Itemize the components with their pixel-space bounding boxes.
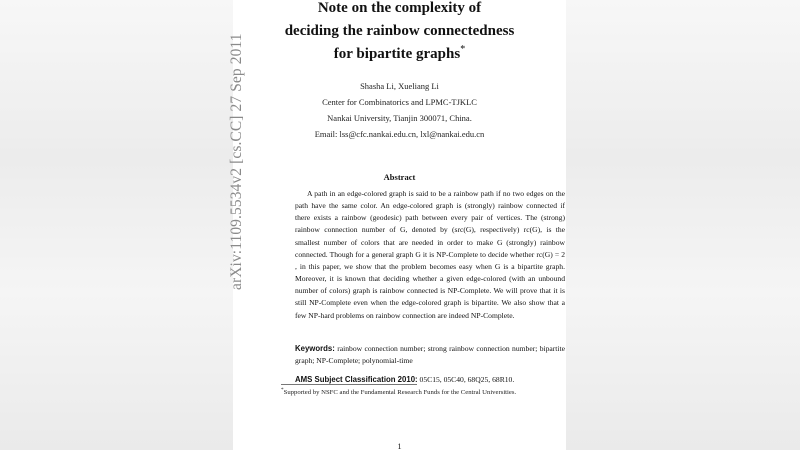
paper-title (233, 0, 566, 66)
page-number: 1 (397, 441, 402, 450)
title-line-2: deciding the rainbow connectedness (284, 23, 515, 39)
footnote-marker: * (281, 386, 284, 393)
keywords-label: Keywords: (295, 344, 335, 353)
right-background (566, 0, 800, 450)
keywords-text: rainbow connection number; strong rainbow connection number; bipartite graph; NP-Complete; polynomial-time (295, 344, 565, 366)
ams-label: AMS Subject Classification 2010: (295, 375, 418, 384)
author-address: Nankai University, Tianjin 300071, China. (327, 113, 472, 123)
title-line-1: Note on the complexity of (317, 0, 482, 16)
footnote (281, 388, 566, 397)
footnote-text: Supported by NSFC and the Fundamental Research Funds for the Central Universities. (283, 389, 517, 396)
author-names: Shasha Li, Xueliang Li (360, 81, 439, 91)
paper-page (233, 0, 566, 450)
ams-codes: 05C15, 05C40, 68Q25, 68R10. (419, 375, 515, 384)
author-affiliation: Center for Combinatorics and LPMC-TJKLC (322, 97, 477, 107)
left-background (0, 0, 233, 450)
keywords-block (295, 343, 565, 367)
footnote-divider (281, 384, 417, 385)
abstract-text: A path in an edge-colored graph is said to be a rainbow path if no two edges on the path have the same color. An edge-colored graph is (strongly) rainbow connected if there exists a rainbow (geodesic) path between every pair of vertices. The (strong) rainbow connection number of G, denoted by (src(G), respectively) rc(G), is the smallest number of colors that are needed in order to make G (strongly) rainbow connected. Though for a general graph G it is NP-Complete to decide whether rc(G) = 2 , in this paper, we show that the problem becomes easy when G is a bipartite graph. Moreover, it is known that deciding whether a given edge-colored (with an unbound number of colors) graph is rainbow connected is NP-Complete. We will prove that it is still NP-Complete even when the edge-colored graph is bipartite. We also show that a few NP-hard problems on rainbow connection are indeed NP-Complete. (295, 189, 565, 320)
title-line-3-text: for bipartite graphs (333, 46, 461, 62)
title-line-3 (233, 43, 566, 66)
author-email: Email: lss@cfc.nankai.edu.cn, lxl@nankai.edu.cn (314, 129, 485, 139)
author-block (233, 78, 566, 142)
abstract-body (295, 188, 565, 322)
abstract-heading: Abstract (383, 172, 416, 182)
arxiv-stamp: arXiv:1109.5534v2 [cs.CC] 27 Sep 2011 (228, 33, 245, 290)
title-footnote-marker: * (460, 44, 466, 55)
